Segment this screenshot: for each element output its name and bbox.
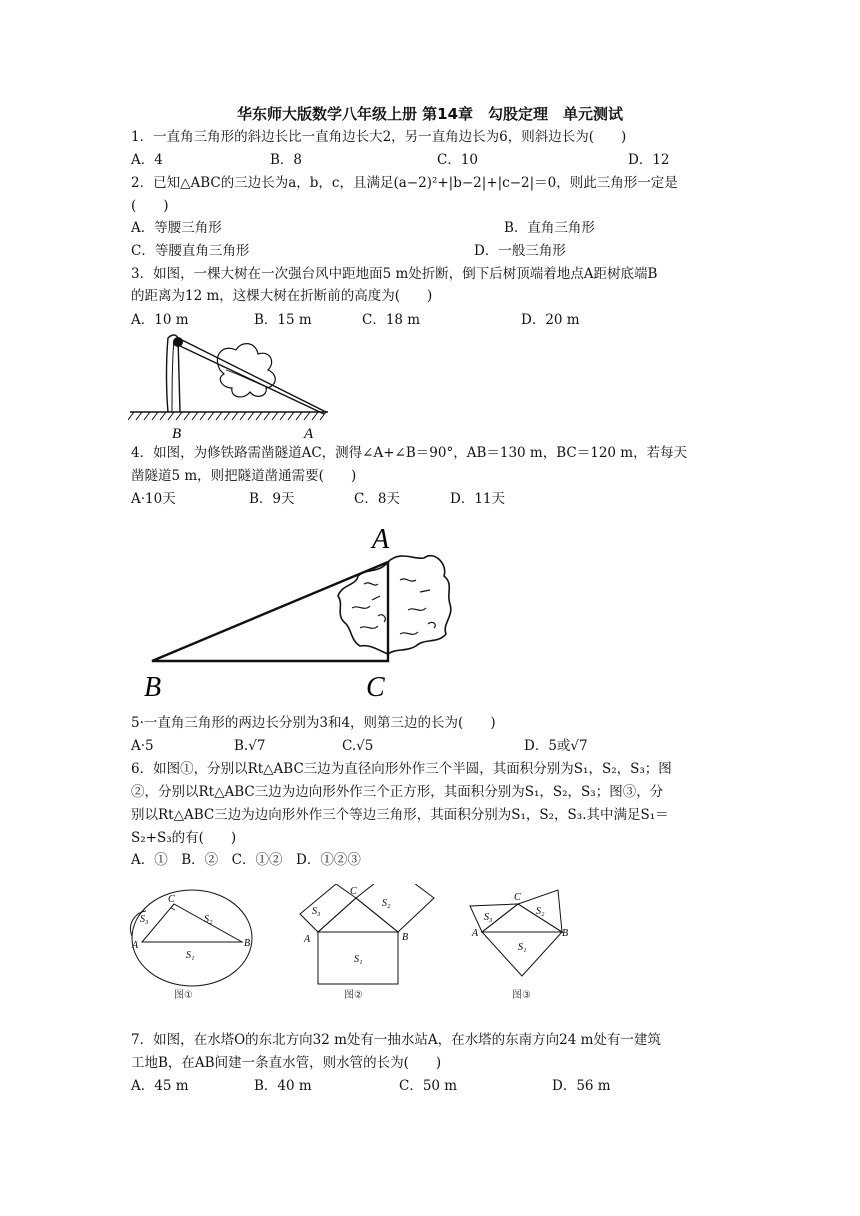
q3-stem-line2: 的距离为12 m，这棵大树在折断前的高度为( )	[131, 288, 433, 304]
q5-option-c: C.√5	[342, 738, 374, 754]
q6-f2-label-c: C	[350, 886, 357, 897]
q4-option-b: B．9天	[249, 491, 295, 507]
q6-f1-label-a: A	[132, 940, 139, 951]
q3-option-c: C．18 m	[362, 312, 421, 328]
q2-option-b: B．直角三角形	[504, 220, 595, 236]
q6-f2-label-a: A	[304, 934, 311, 945]
q2-option-a: A．等腰三角形	[131, 220, 222, 236]
q4-option-a: A·10天	[131, 491, 176, 507]
q2-stem-line1: 2．已知△ABC的三边长为a，b，c，且满足(a−2)²+|b−2|+|c−2|＝0，则此三角形一定是	[131, 175, 678, 191]
q4-option-d: D．11天	[450, 491, 506, 507]
q3-option-b: B．15 m	[254, 312, 312, 328]
q3-label-a: A	[304, 426, 314, 442]
q6-figure-1	[126, 884, 266, 1002]
q6-stem-line3: 别以Rt△ABC三边为边向形外作三个等边三角形，其面积分别为S₁，S₂，S₃.其中满足S₁＝	[131, 807, 669, 823]
q6-caption-2: 图②	[344, 990, 363, 1001]
q5-option-a: A·5	[131, 738, 154, 754]
q7-stem-line1: 7．如图，在水塔O的东北方向32 m处有一抽水站A，在水塔的东南方向24 m处有一建筑	[131, 1032, 661, 1048]
q4-stem-line1: 4．如图，为修铁路需凿隧道AC，测得∠A+∠B＝90°，AB＝130 m，BC＝120 m，若每天	[131, 445, 688, 461]
q6-figure-3	[466, 884, 586, 1002]
q6-f2-label-b: B	[402, 932, 409, 943]
q7-option-c: C．50 m	[399, 1078, 458, 1094]
q3-stem-line1: 3．如图，一棵大树在一次强台风中距地面5 m处折断，倒下后树顶端着地点A距树底端B	[131, 266, 658, 282]
q4-stem-line2: 凿隧道5 m，则把隧道凿通需要( )	[131, 468, 357, 484]
q6-f3-label-s3: S₃	[484, 912, 493, 923]
q6-f3-label-a: A	[472, 928, 479, 939]
q2-option-c: C．等腰直角三角形	[131, 243, 250, 259]
q5-option-b: B.√7	[234, 738, 266, 754]
q3-label-b: B	[172, 426, 182, 442]
q2-option-d: D．一般三角形	[474, 243, 566, 259]
q6-figure-2	[276, 884, 446, 1002]
q6-f1-label-s2: S₂	[204, 914, 213, 925]
q3-option-a: A．10 m	[131, 312, 189, 328]
q1-option-c: C．10	[437, 152, 479, 168]
q6-options: A．① B．② C．①② D．①②③	[131, 852, 361, 868]
q2-stem-line2: ( )	[131, 198, 169, 214]
q6-f3-label-s1: S₁	[518, 942, 527, 953]
q6-caption-1: 图①	[174, 990, 193, 1001]
q1-stem: 1．一直角三角形的斜边长比一直角边长大2，另一直角边长为6，则斜边长为( )	[131, 129, 627, 145]
q6-f1-label-b: B	[244, 938, 251, 949]
q6-stem-line4: S₂+S₃的有( )	[131, 830, 237, 846]
q1-option-d: D．12	[628, 152, 670, 168]
q4-label-a: A	[372, 524, 390, 555]
q4-label-b: B	[144, 672, 162, 703]
q6-f3-label-c: C	[514, 892, 521, 903]
q6-f1-label-c: C	[168, 894, 175, 905]
q4-option-c: C．8天	[354, 491, 400, 507]
q5-stem: 5·一直角三角形的两边长分别为3和4，则第三边的长为( )	[131, 715, 496, 731]
q6-f1-label-s3: S₃	[140, 914, 149, 925]
q7-option-a: A．45 m	[131, 1078, 189, 1094]
q1-option-a: A．4	[131, 152, 163, 168]
q6-f3-label-s2: S₂	[536, 906, 545, 917]
q6-f1-label-s1: S₁	[186, 950, 195, 961]
q3-option-d: D．20 m	[521, 312, 580, 328]
q6-stem-line1: 6．如图①，分别以Rt△ABC三边为直径向形外作三个半圆，其面积分别为S₁，S₂，S₃；图	[131, 761, 672, 777]
q6-f2-label-s2: S₂	[382, 898, 391, 909]
q6-stem-line2: ②，分别以Rt△ABC三边为边向形外作三个正方形，其面积分别为S₁，S₂，S₃；图③，分	[131, 784, 664, 800]
q7-option-b: B．40 m	[254, 1078, 312, 1094]
q5-option-d: D．5或√7	[524, 738, 588, 754]
page-title: 华东师大版数学八年级上册 第14章 勾股定理 单元测试	[236, 105, 624, 123]
q4-label-c: C	[366, 672, 385, 703]
q6-f2-label-s3: S₃	[312, 906, 321, 917]
q1-option-b: B．8	[270, 152, 303, 168]
q7-stem-line2: 工地B，在AB间建一条直水管，则水管的长为( )	[131, 1055, 442, 1071]
q6-f3-label-b: B	[562, 928, 569, 939]
q7-option-d: D．56 m	[552, 1078, 611, 1094]
q4-tunnel-figure	[138, 520, 458, 708]
q6-caption-3: 图③	[512, 990, 531, 1001]
q3-tree-figure	[128, 330, 338, 442]
q6-f2-label-s1: S₁	[354, 954, 363, 965]
